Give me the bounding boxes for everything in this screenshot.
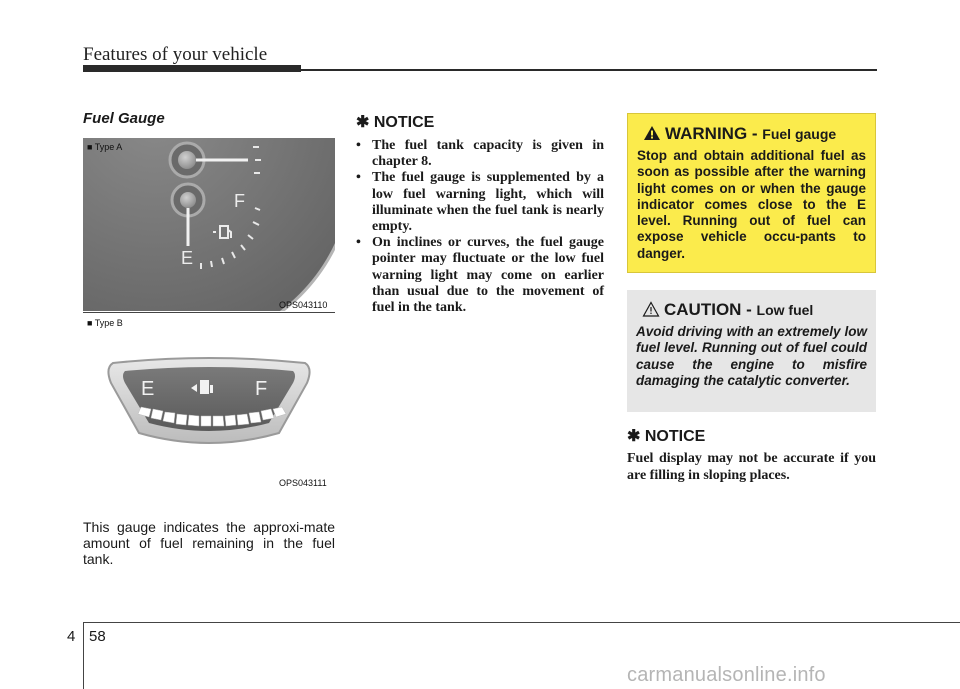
warning-subtitle: Fuel gauge <box>762 126 837 142</box>
caution-box <box>627 290 876 412</box>
warning-box <box>627 113 876 273</box>
notice-item <box>356 138 604 170</box>
bar-gauge-illustration <box>83 313 335 489</box>
figure-b-label: ■ Type B <box>87 318 123 328</box>
gauge-b-full-letter: F <box>255 378 268 400</box>
gauge-b-empty-letter: E <box>141 378 155 400</box>
gauge-a-empty-letter: E <box>181 248 194 268</box>
warning-title: WARNING - <box>665 124 763 143</box>
figure-a-code: OPS043110 <box>279 300 328 310</box>
notice-list <box>356 138 604 316</box>
caution-triangle-icon <box>642 301 660 317</box>
chapter-number: 4 <box>67 628 76 645</box>
caution-text: Avoid driving with an extremely low fuel level. Running out of fuel could cause the engine to misfire damaging the catalytic converter. <box>636 324 867 388</box>
page-header-title: Features of your vehicle <box>83 44 268 65</box>
fuel-gauge-description: This gauge indicates the approxi-mate amount of fuel remaining in the fuel tank. <box>83 519 335 567</box>
notice-heading: ✱ NOTICE <box>356 114 435 131</box>
header-rule-thin <box>301 69 877 71</box>
figure-type-a <box>83 138 335 311</box>
bullet: • <box>356 235 361 251</box>
notice-item-text: On inclines or curves, the fuel gauge pointer may fluctuate or the low fuel warning light may come on earlier than usual due to the movement of fuel in the tank. <box>372 235 604 316</box>
notice2-text: Fuel display may not be accurate if you are filling in sloping places. <box>627 451 876 483</box>
section-heading: Fuel Gauge <box>83 110 165 127</box>
notice-item-text: The fuel tank capacity is given in chapter 8. <box>372 138 604 170</box>
notice2-heading: ✱ NOTICE <box>627 428 706 445</box>
watermark: carmanualsonline.info <box>627 664 826 686</box>
bullet: • <box>356 170 361 186</box>
figure-b-code: OPS043111 <box>279 478 327 488</box>
header-rule-thick <box>83 65 301 72</box>
footer-rule-vertical <box>83 622 84 689</box>
footer-rule-horizontal <box>83 622 960 623</box>
figure-type-b <box>83 312 335 489</box>
caution-subtitle: Low fuel <box>756 302 814 318</box>
notice-item-text: The fuel gauge is supplemented by a low fuel warning light, which will illuminate when the fuel tank is nearly empty. <box>372 170 604 235</box>
figure-a-label: ■ Type A <box>87 142 123 152</box>
warning-title-row <box>637 124 866 144</box>
bullet: • <box>356 138 361 153</box>
caution-title: CAUTION - <box>664 300 757 319</box>
notice-item <box>356 235 604 316</box>
gauge-a-full-letter: F <box>234 191 245 211</box>
caution-title-row <box>636 300 867 320</box>
page-number: 58 <box>89 628 106 645</box>
warning-triangle-icon <box>643 125 661 141</box>
notice-item <box>356 170 604 235</box>
warning-text: Stop and obtain additional fuel as soon as possible after the warning light comes on or when the gauge indicator comes close to the E level. Running out of fuel can expose vehicle occu-pants to danger. <box>637 148 866 261</box>
gauge-cluster-illustration <box>83 138 335 311</box>
